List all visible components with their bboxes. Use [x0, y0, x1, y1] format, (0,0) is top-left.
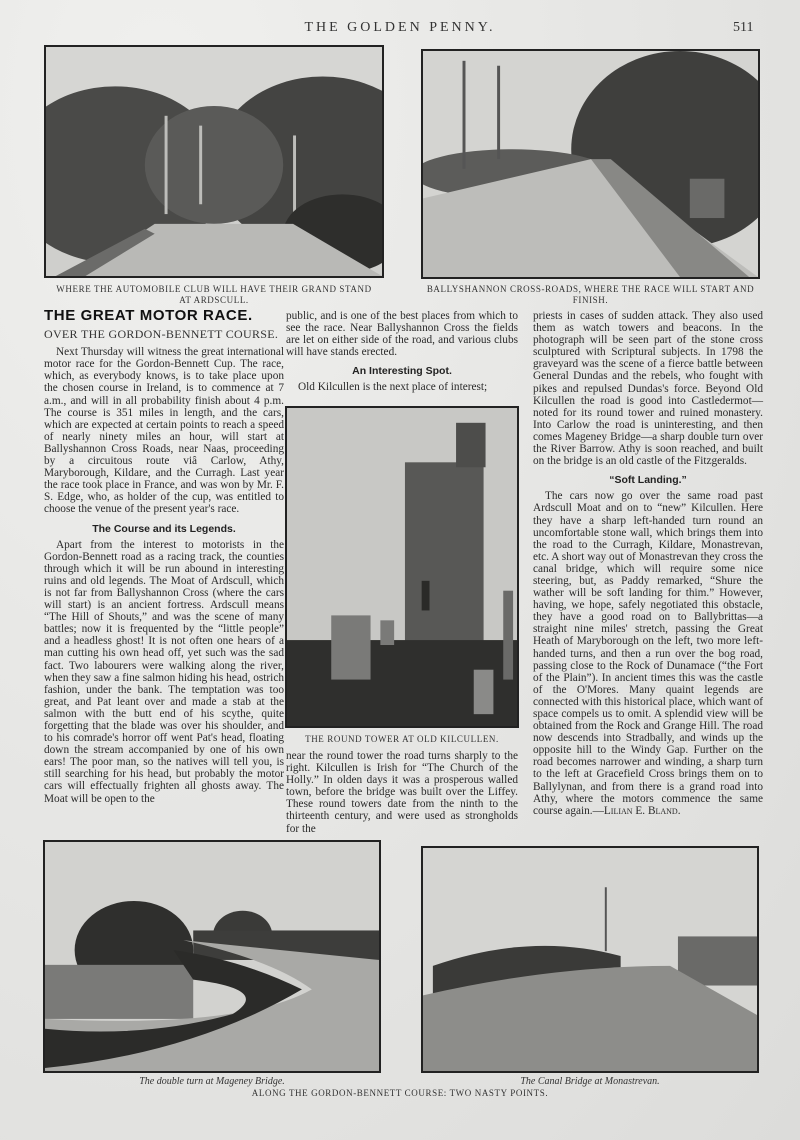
bottom-photos-group-caption: ALONG THE GORDON-BENNETT COURSE: TWO NASTY POINTS. — [251, 1088, 549, 1098]
caption-canal-bridge: The Canal Bridge at Monastrevan. — [520, 1076, 660, 1087]
photo-round-tower-image — [287, 408, 517, 726]
photo-mageney-bridge — [43, 840, 381, 1073]
photo-ballyshannon-crossroads — [421, 49, 760, 279]
paragraph-text: The cars now go over the same road past Ardscull Moat and on to “new” Kilcullen. Here they have a sharp left-handed turn round an uncomfortable stone wall, which brings them into the road to the Curragh, Kildare, Monastrevan, etc. A short way out of Monastrevan they cross the canal bridge, which will require some nice steering, but, as Paddy remarked, “Shure the wather will be soft landing for thim.” However, having, we hope, safely negotiated this obstacle, they have a good road on to Ballybrittas—a straight nine miles' stretch, passing the Great Heath of Maryborough on the left, two more left-handed turns, and then a run over the bog road, passing close to the Rock of Dunamace (“the Fort of the Plain”). In ancient times this was the castle of the O'Mores. Many quaint legends are connected with this historical place, which want of space compels us to omit. A splendid view will be obtained from the Rock and Grange Hill. The road now descends into Stradbally, and winds up the opposite hill to the Windy Gap. Further on the road becomes narrower and winding, a sharp turn to the left at Gracefield Cross brings them on to Ballylynan, and from there is a grand road into Athy, where the motors commence the same course again.— — [533, 490, 763, 817]
section-head-course-legends: The Course and its Legends. — [92, 522, 236, 535]
paragraph: Old Kilcullen is the next place of interest; — [298, 381, 488, 394]
photo-mageney-bridge-image — [45, 842, 379, 1071]
section-head-soft-landing: “Soft Landing.” — [609, 474, 687, 487]
caption-round-tower: THE ROUND TOWER AT OLD KILCULLEN. — [305, 734, 499, 744]
article-column-3 — [533, 310, 763, 817]
photo-ardscull-grandstand — [44, 45, 384, 278]
paragraph-final — [533, 490, 763, 817]
caption-ballyshannon — [421, 284, 760, 306]
author-byline: Lilian E. Bland. — [603, 804, 681, 817]
paragraph: near the round tower the road turns sharply to the right. Kilcullen is Irish for “The Church of the Holly.” In olden days it was a prosperous walled town, before the bridge was built over the Liffey. These round towers date from the ninth to the thirteenth century, and were used as strongholds for the — [286, 750, 518, 835]
caption-ballyshannon-line1: BALLYSHANNON CROSS-ROADS, WHERE THE RACE WILL START AND — [426, 284, 755, 294]
photo-round-tower — [285, 406, 519, 728]
photo-canal-bridge-image — [423, 848, 757, 1071]
photo-canal-bridge — [421, 846, 759, 1073]
caption-ardscull-line2: AT ARDSCULL. — [179, 295, 249, 305]
article-headline: THE GREAT MOTOR RACE. — [44, 307, 253, 324]
caption-ballyshannon-line2: FINISH. — [572, 295, 609, 305]
running-head: THE GOLDEN PENNY. — [304, 20, 496, 35]
caption-ardscull — [44, 284, 384, 306]
caption-mageney-bridge: The double turn at Mageney Bridge. — [139, 1076, 285, 1087]
article-subheadline: OVER THE GORDON-BENNETT COURSE. — [44, 327, 279, 342]
paragraph: priests in cases of sudden attack. They also used them as watch towers and beacons. In the photograph will be seen part of the stone cross sculptured with Scriptural subjects. In 1798 the graveyard was the scene of a fierce battle between General Dundas and the rebels, who fought with pikes and repulsed Dundas's force. Beyond Old Kilcullen the road is good into Castledermot—noted for its round tower and ruined monastery. Into Carlow the road is uninteresting, and then comes Mageney Bridge—a sharp double turn over the River Barrow. Athy is soon reached, and built on the bridge is an old castle of the Fitzgeralds. — [533, 310, 763, 468]
paragraph: Next Thursday will witness the great international motor race for the Gordon-Bennett Cup. The race, which, as everybody knows, is to take place upon the chosen course in Ireland, is to commence at 7 a.m., and will in all probability finish about 4 p.m. The course is 351 miles in length, and the cars, which are expected at certain points to reach a speed of nearly ninety miles an hour, will start at Ballyshannon Cross Roads, near Naas, proceeding by a circuitous route viâ Carlow, Athy, Maryborough, Kildare, and the Curragh. Last year the race took place in France, and was won by Mr. F. S. Edge, who, as holder of the cup, was entitled to choose the venue of the present year's race. — [44, 346, 284, 516]
photo-ballyshannon-image — [423, 51, 758, 277]
caption-ardscull-line1: WHERE THE AUTOMOBILE CLUB WILL HAVE THEIR GRAND STAND — [56, 284, 372, 294]
photo-ardscull-image — [46, 47, 382, 276]
page-number: 511 — [733, 20, 754, 35]
section-head-interesting-spot: An Interesting Spot. — [352, 365, 452, 378]
article-column-2-bottom — [286, 750, 518, 835]
article-column-1 — [44, 307, 284, 805]
paragraph: public, and is one of the best places from which to see the race. Near Ballyshannon Cross the fields are let on either side of the road, and various clubs will have stands erected. — [286, 310, 518, 359]
article-column-2-top — [286, 310, 518, 394]
paragraph: Apart from the interest to motorists in the Gordon-Bennett road as a racing track, the counties through which it will be run abound in interesting ruins and old legends. The Moat of Ardscull, which is not far from Ballyshannon Cross (where the cars will start) is an ancient fortress. Ardscull means “The Hill of Shouts,” and was the scene of many battles; now it is frequented by the “little people” and a headless ghost! It is not often one hears of a man cutting his own head off, yet such was the sad fact. Two labourers were walking along the river, when they saw a fine salmon hiding his head, ostrich fashion, under the bank. The temptation was too great, and Pat leant over and made a stab at the salmon with the butt end of his scythe, quite forgetting that the blade was over his shoulder, and to his comrade's horror off went Pat's head, floating down the stream accompanied by one of his own ears! The poor man, so the natives will tell you, is still searching for his head, but probably the motor cars will effectually frighten all ghosts away. The Moat will be open to the — [44, 538, 284, 805]
